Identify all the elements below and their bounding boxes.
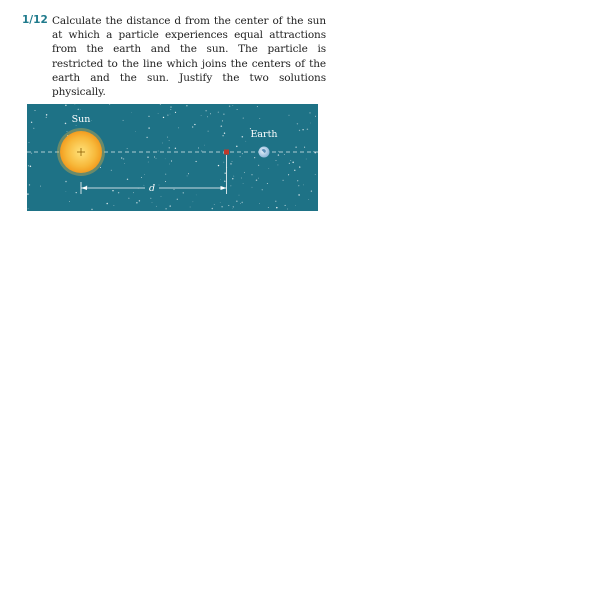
star xyxy=(243,118,244,119)
star xyxy=(167,115,168,116)
star xyxy=(298,194,299,195)
star xyxy=(276,207,278,209)
star xyxy=(147,157,148,158)
star xyxy=(144,185,145,186)
star xyxy=(288,174,289,175)
star xyxy=(240,203,241,204)
star xyxy=(161,196,162,197)
star xyxy=(165,174,166,175)
star xyxy=(127,148,128,149)
star xyxy=(278,154,279,155)
star xyxy=(232,105,233,106)
star xyxy=(257,106,258,107)
star xyxy=(242,153,243,154)
star xyxy=(194,124,195,125)
star xyxy=(214,204,215,205)
star xyxy=(65,181,67,183)
star xyxy=(46,114,47,115)
star xyxy=(309,112,310,113)
star xyxy=(158,113,159,114)
star xyxy=(192,126,193,127)
star xyxy=(28,142,29,143)
star xyxy=(205,110,206,111)
star xyxy=(136,202,138,204)
star xyxy=(233,206,234,207)
star xyxy=(65,123,67,125)
star xyxy=(78,109,80,111)
star xyxy=(66,191,67,192)
star xyxy=(141,177,142,178)
star xyxy=(190,207,191,208)
star xyxy=(212,208,214,210)
star xyxy=(308,199,309,200)
star xyxy=(198,148,199,149)
star xyxy=(201,115,202,116)
star xyxy=(91,120,92,121)
star xyxy=(244,172,245,173)
star xyxy=(241,202,243,204)
star xyxy=(239,195,240,196)
star xyxy=(240,156,241,157)
sun-label: Sun xyxy=(71,114,91,125)
star xyxy=(237,109,238,110)
star xyxy=(267,183,268,184)
star xyxy=(175,148,176,149)
star xyxy=(251,174,252,175)
star xyxy=(156,158,157,159)
star xyxy=(306,159,307,160)
star xyxy=(169,140,170,141)
distance-label: d xyxy=(148,183,156,194)
star xyxy=(230,163,231,164)
star xyxy=(144,174,145,175)
star xyxy=(221,206,222,207)
star xyxy=(241,178,242,179)
star xyxy=(123,158,125,160)
star xyxy=(67,131,68,132)
star xyxy=(243,183,244,184)
star xyxy=(233,176,234,177)
star xyxy=(165,158,166,159)
problem-text: Calculate the distance d from the center of the sun at which a particle experiences equal attractions from the earth and the sun. The particle is restricted to the line which joins the centers of the earth and the sun. Justify the two solutions physically. xyxy=(52,15,326,99)
star xyxy=(223,114,224,115)
star xyxy=(114,205,115,206)
star xyxy=(34,110,35,111)
star xyxy=(118,192,119,193)
star xyxy=(123,120,124,121)
star xyxy=(69,201,70,202)
star xyxy=(278,151,279,152)
star xyxy=(193,201,194,202)
star xyxy=(208,131,209,132)
star xyxy=(201,151,202,152)
star xyxy=(268,168,269,169)
star xyxy=(221,125,223,127)
star xyxy=(28,165,29,166)
star xyxy=(295,146,296,147)
star xyxy=(178,128,179,129)
star xyxy=(106,203,108,205)
star xyxy=(242,136,244,138)
star xyxy=(294,170,295,171)
star xyxy=(259,203,260,204)
star xyxy=(146,137,147,138)
star xyxy=(128,198,129,199)
star xyxy=(207,116,208,117)
star xyxy=(303,185,304,186)
star xyxy=(135,131,136,132)
star xyxy=(188,173,189,174)
star xyxy=(171,160,172,161)
star xyxy=(282,180,283,181)
star xyxy=(220,179,221,180)
star xyxy=(91,209,93,211)
star xyxy=(299,166,300,167)
star xyxy=(27,193,28,194)
star xyxy=(218,112,219,113)
star xyxy=(133,192,134,193)
star xyxy=(299,130,300,131)
star xyxy=(315,174,316,175)
star xyxy=(76,192,77,193)
star xyxy=(46,117,47,118)
star xyxy=(254,157,255,158)
earth-label: Earth xyxy=(250,129,278,140)
star xyxy=(31,122,32,123)
star xyxy=(167,137,168,138)
star xyxy=(124,163,125,164)
star xyxy=(232,178,233,179)
star xyxy=(252,187,253,188)
star xyxy=(165,181,166,182)
star xyxy=(224,172,226,174)
star xyxy=(304,147,305,148)
star xyxy=(222,120,223,121)
star xyxy=(311,190,312,191)
star xyxy=(196,195,197,196)
star xyxy=(224,181,226,183)
star xyxy=(223,162,224,163)
star xyxy=(295,205,296,206)
star xyxy=(292,162,294,164)
star xyxy=(80,109,81,110)
figure-canvas xyxy=(27,104,318,211)
star xyxy=(40,186,41,187)
star xyxy=(156,206,157,207)
star xyxy=(186,105,187,106)
star xyxy=(76,125,77,126)
star xyxy=(302,129,303,130)
star xyxy=(173,189,174,190)
star xyxy=(196,161,197,162)
star xyxy=(163,117,164,118)
star xyxy=(307,128,309,130)
star xyxy=(268,207,269,208)
star xyxy=(28,208,29,209)
star xyxy=(127,179,128,180)
star xyxy=(111,170,112,171)
star xyxy=(170,107,171,108)
star xyxy=(275,201,276,202)
star xyxy=(262,189,263,190)
star xyxy=(220,202,221,203)
star xyxy=(284,154,285,155)
star xyxy=(187,175,188,176)
star xyxy=(148,127,149,128)
star xyxy=(175,112,176,113)
star xyxy=(290,160,291,161)
star xyxy=(224,133,225,134)
problem-number: 1/12 xyxy=(22,14,48,26)
star xyxy=(159,185,160,186)
star xyxy=(158,151,159,152)
star xyxy=(170,114,171,115)
star xyxy=(162,143,163,144)
star xyxy=(245,141,246,142)
star xyxy=(297,123,298,124)
star xyxy=(33,128,34,129)
sun-icon xyxy=(57,128,105,176)
star xyxy=(148,162,149,163)
star xyxy=(259,118,260,119)
star xyxy=(297,180,298,181)
star xyxy=(258,165,259,166)
star xyxy=(210,113,211,114)
earth-icon xyxy=(259,147,270,158)
star xyxy=(154,156,155,157)
star xyxy=(287,208,288,209)
star xyxy=(289,115,290,116)
star xyxy=(222,135,223,136)
star xyxy=(121,157,122,158)
star xyxy=(152,202,153,203)
star xyxy=(169,205,170,206)
star xyxy=(204,145,205,146)
star xyxy=(232,209,233,210)
star xyxy=(150,198,151,199)
sun-earth-figure xyxy=(27,104,318,211)
star xyxy=(165,208,167,210)
star xyxy=(315,116,316,117)
star xyxy=(258,178,259,179)
star xyxy=(177,199,178,200)
star xyxy=(310,123,311,124)
particle-marker xyxy=(224,150,229,155)
star xyxy=(148,116,149,117)
star xyxy=(218,165,219,166)
star xyxy=(298,185,299,186)
star xyxy=(170,109,171,110)
star xyxy=(277,164,278,165)
star xyxy=(183,192,184,193)
star xyxy=(289,163,290,164)
star xyxy=(30,166,32,168)
star xyxy=(229,106,230,107)
star xyxy=(236,146,237,147)
star xyxy=(131,112,132,113)
star xyxy=(256,180,257,181)
star xyxy=(29,184,30,185)
star xyxy=(65,105,66,106)
star xyxy=(236,201,237,202)
star xyxy=(169,147,170,148)
star xyxy=(31,153,32,154)
star xyxy=(228,205,229,206)
star xyxy=(139,200,140,201)
star xyxy=(100,167,101,168)
star xyxy=(169,164,170,165)
star xyxy=(232,161,233,162)
star xyxy=(275,160,276,161)
star xyxy=(231,186,232,187)
star xyxy=(112,190,113,191)
star xyxy=(285,205,286,206)
